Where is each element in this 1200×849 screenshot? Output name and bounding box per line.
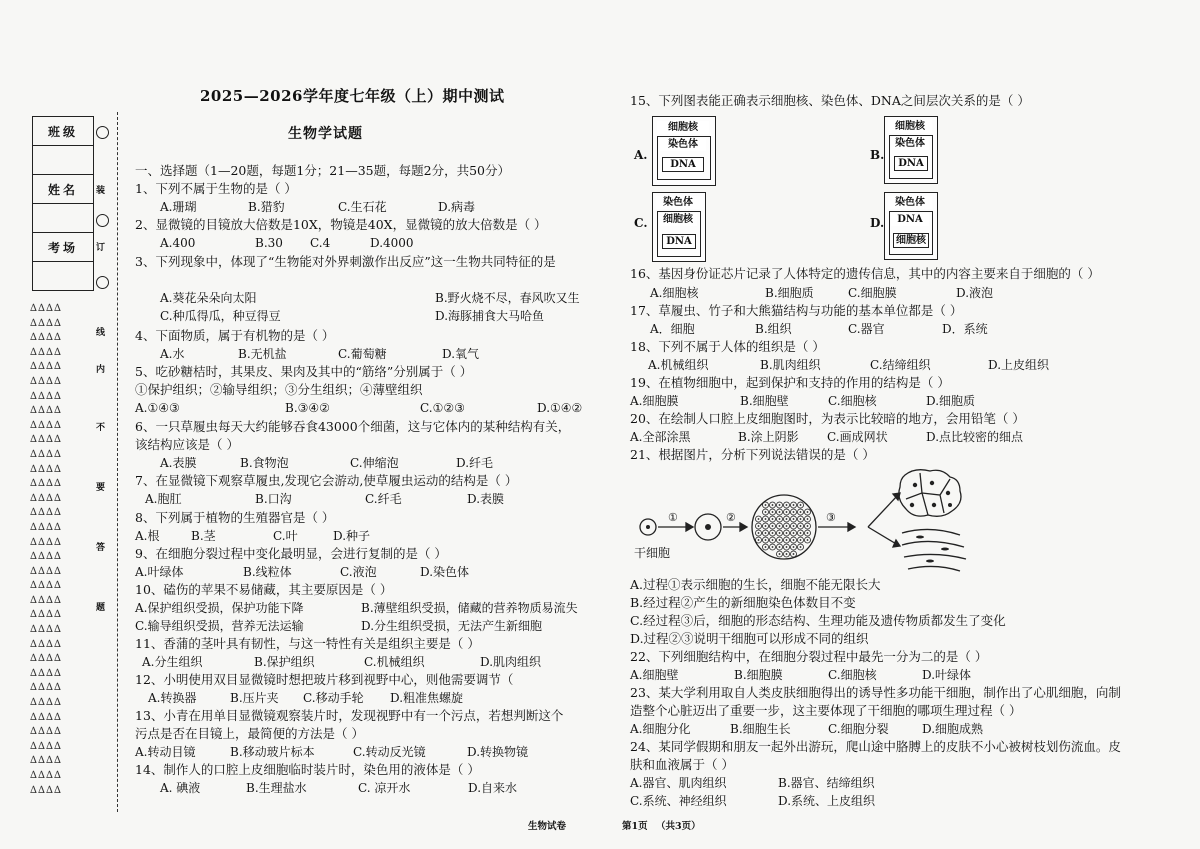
q15-letter-c[interactable]: C. [634,216,648,230]
cluster-nucleus [807,539,809,541]
footer-total: （共3页） [656,821,701,832]
cluster-nucleus [793,546,795,548]
q15-d-middle: DNA [891,213,929,226]
q24-option-a[interactable]: A.器官、肌肉组织 [630,776,727,790]
q6-option-b[interactable]: B.食物泡 [240,456,289,470]
q15-diagram-a [652,116,716,186]
q5-option-d[interactable]: D.①④② [537,401,583,415]
cluster-nucleus [772,518,774,520]
question-16: 16、基因身份证芯片记录了人体特定的遗传信息，其中的内容主要来自于细胞的（ ） [630,266,1100,281]
question-13: 13、小青在用单目显微镜观察装片时，发现视野中有一个污点，若想判断这个 [135,708,564,723]
q23-option-b[interactable]: B.细胞生长 [730,722,791,736]
q10-option-d[interactable]: D.分生组织受损，无法产生新细胞 [361,619,543,633]
q10-option-b[interactable]: B.薄壁组织受损，储藏的营养物质易流失 [361,601,578,615]
q3-option-b[interactable]: B.野火烧不尽，春风吹又生 [435,291,580,305]
cluster-nucleus [800,546,802,548]
question-6: 6、一只草履虫每天大约能够吞食43000个细菌，这与它体内的某种结构有关， [135,419,571,434]
q5-option-a[interactable]: A.①④③ [135,401,180,415]
cluster-nucleus [765,511,767,513]
cluster-nucleus [779,546,781,548]
cluster-nucleus [800,539,802,541]
class-label: 班级 [33,117,93,146]
q3-option-a[interactable]: A.葵花朵朵向太阳 [160,291,257,305]
q15-diagram-d [884,192,938,260]
question-8: 8、下列属于植物的生殖器官是（ ） [135,510,335,525]
q15-b-inner: DNA [894,156,928,171]
cluster-nucleus [793,539,795,541]
cluster-nucleus [786,546,788,548]
cluster-nucleus [800,511,802,513]
cluster-nucleus [758,525,760,527]
q12-option-a[interactable]: A.转换器 [148,691,197,705]
q17-option-d[interactable]: D．系统 [942,322,988,336]
binding-circle-2 [96,214,109,227]
q15-b-outer: 细胞核 [888,120,932,133]
q6-option-c[interactable]: C.伸缩泡 [350,456,399,470]
q21-option-a[interactable]: A.过程①表示细胞的生长，细胞不能无限长大 [630,577,881,592]
q1-option-b[interactable]: B.猎豹 [248,200,285,214]
q9-option-a[interactable]: A.叶绿体 [135,565,184,579]
q1-option-c[interactable]: C.生石花 [338,200,387,214]
cluster-nucleus [772,532,774,534]
question-23: 23、某大学利用取自人类皮肤细胞得出的诱导性多功能干细胞，制作出了心肌细胞，向制 [630,685,1121,700]
q4-option-b[interactable]: B.无机盐 [238,347,287,361]
question-11: 11、香蒲的茎叶具有韧性，与这一特性有关是组织主要是（ ） [135,636,480,651]
q12-option-c[interactable]: C.移动手轮 [303,691,364,705]
question-22: 22、下列细胞结构中，在细胞分裂过程中最先一分为二的是（ ） [630,649,988,664]
cluster-nucleus [793,518,795,520]
question-5-sub: ①保护组织；②输导组织；③分生组织；④薄壁组织 [135,382,423,397]
section-heading: 一、选择题（1—20题，每题1分；21—35题，每题2分，共50分） [135,163,510,178]
question-12: 12、小明使用双目显微镜时想把玻片移到视野中心，则他需要调节（ [135,672,514,687]
q5-option-b[interactable]: B.③④② [285,401,330,415]
q9-option-d[interactable]: D.染色体 [420,565,470,579]
binding-char-ding: 订 [96,243,106,253]
q1-option-d[interactable]: D.病毒 [438,200,476,214]
question-2: 2、显微镜的目镜放大倍数是10X，物镜是40X，显微镜的放大倍数是（ ） [135,217,547,232]
q15-c-middle-box [657,211,701,257]
q23-option-a[interactable]: A.细胞分化 [630,722,691,736]
cluster-nucleus [793,525,795,527]
cluster-nucleus [765,546,767,548]
cluster-nucleus [772,504,774,506]
q12-option-b[interactable]: B.压片夹 [230,691,279,705]
binding-char-bu: 不 [96,423,106,433]
q22-option-d[interactable]: D.叶绿体 [922,668,972,682]
q15-b-middle: 染色体 [891,137,929,150]
binding-char-zhuang: 装 [96,186,106,196]
q18-option-d[interactable]: D.上皮组织 [988,358,1050,372]
cluster-nucleus [765,539,767,541]
q6-option-a[interactable]: A.表膜 [160,456,197,470]
stem-cell-diagram [630,465,1090,580]
cluster-nucleus [786,518,788,520]
q15-c-outer: 染色体 [656,196,700,209]
q18-option-c[interactable]: C.结缔组织 [870,358,931,372]
cluster-nucleus [793,532,795,534]
q16-option-d[interactable]: D.液泡 [956,286,994,300]
cluster-nucleus [786,539,788,541]
q15-a-middle: 染色体 [660,138,706,151]
name-field[interactable] [33,204,93,233]
q22-option-b[interactable]: B.细胞膜 [734,668,783,682]
cluster-nucleus [807,511,809,513]
cluster-nucleus [793,553,795,555]
cluster-nucleus [765,532,767,534]
cluster-nucleus [765,525,767,527]
q6-option-d[interactable]: D.纤毛 [456,456,494,470]
q18-option-a[interactable]: A.机械组织 [648,358,709,372]
cluster-nucleus [793,504,795,506]
question-10: 10、磕伤的苹果不易储藏，其主要原因是（ ） [135,582,393,597]
q1-option-a[interactable]: A.珊瑚 [160,200,197,214]
q2-option-b[interactable]: B.30 [255,236,283,250]
name-label: 姓名 [33,175,93,204]
q13-option-c[interactable]: C.转动反光镜 [353,745,426,759]
q14-option-a[interactable]: A. 碘液 [160,781,201,795]
cluster-nucleus [800,504,802,506]
cluster-nucleus [800,518,802,520]
question-19: 19、在植物细胞中，起到保护和支持的作用的结构是（ ） [630,375,950,390]
q15-d-inner: 细胞核 [893,233,929,248]
muscle-fibers-icon [902,529,966,571]
cluster-nucleus [779,511,781,513]
q9-option-b[interactable]: B.线粒体 [243,565,292,579]
q15-a-middle-box [657,136,711,180]
cluster-nucleus [779,539,781,541]
binding-char-ti: 题 [96,603,106,613]
q22-option-c[interactable]: C.细胞核 [828,668,877,682]
q15-d-outer: 染色体 [888,196,932,209]
q11-option-b[interactable]: B.保护组织 [254,655,315,669]
q22-option-a[interactable]: A.细胞壁 [630,668,679,682]
q19-option-b[interactable]: B.细胞壁 [740,394,789,408]
cluster-nucleus [758,532,760,534]
q16-option-a[interactable]: A.细胞核 [650,286,699,300]
differentiated-cells-icon [899,470,961,517]
q4-option-c[interactable]: C.葡萄糖 [338,347,387,361]
question-24: 24、某同学假期和朋友一起外出游玩，爬山途中胳膊上的皮肤不小心被树枝划伤流血。皮 [630,739,1121,754]
q15-c-middle: 细胞核 [659,213,697,226]
cluster-nucleus [807,532,809,534]
q7-option-c[interactable]: C.纤毛 [365,492,402,506]
class-field[interactable] [33,146,93,175]
question-9: 9、在细胞分裂过程中变化最明显，会进行复制的是（ ） [135,546,447,561]
q21-option-d[interactable]: D.过程②③说明干细胞可以形成不同的组织 [630,631,869,646]
q14-option-d[interactable]: D.自来水 [468,781,518,795]
q19-option-d[interactable]: D.细胞质 [926,394,976,408]
q20-option-c[interactable]: C.画成网状 [827,430,888,444]
q15-a-inner: DNA [662,157,704,172]
question-18: 18、下列不属于人体的组织是（ ） [630,339,825,354]
footer-page: 第1页 [622,821,648,832]
q21-option-b[interactable]: B.经过程②产生的新细胞染色体数目不变 [630,595,856,610]
q17-option-b[interactable]: B.组织 [755,322,792,336]
room-field[interactable] [33,262,93,290]
question-15: 15、下列图表能正确表示细胞核、染色体、DNA之间层次关系的是（ ） [630,93,1030,108]
cluster-nucleus [786,525,788,527]
cluster-nucleus [807,525,809,527]
q11-option-d[interactable]: D.肌肉组织 [480,655,542,669]
q8-option-b[interactable]: B.茎 [191,529,216,543]
q3-option-c[interactable]: C.种瓜得瓜，种豆得豆 [160,309,281,323]
cluster-nucleus [786,504,788,506]
question-1: 1、下列不属于生物的是（ ） [135,181,297,196]
q24-option-d[interactable]: D.系统、上皮组织 [778,794,876,808]
q24-option-b[interactable]: B.器官、结缔组织 [778,776,875,790]
q13-option-a[interactable]: A.转动目镜 [135,745,196,759]
question-24-cont: 肤和血液属于（ ） [630,757,734,772]
q19-option-c[interactable]: C.细胞核 [828,394,877,408]
question-21: 21、根据图片，分析下列说法错误的是（ ） [630,447,875,462]
binding-char-da: 答 [96,543,106,553]
q24-option-c[interactable]: C.系统、神经组织 [630,794,727,808]
cluster-nucleus [779,553,781,555]
q21-option-c[interactable]: C.经过程③后，细胞的形态结构、生理功能及遗传物质都发生了变化 [630,613,1006,628]
q11-option-a[interactable]: A.分生组织 [142,655,203,669]
question-5: 5、吃砂糖桔时，其果皮、果肉及其中的“筋络”分别属于（ ） [135,364,473,379]
binding-circle-1 [96,126,109,139]
cluster-nucleus [800,525,802,527]
question-20: 20、在绘制人口腔上皮细胞图时，为表示比较暗的地方，会用铅笔（ ） [630,411,1025,426]
binding-dashed-line [117,112,118,812]
cluster-nucleus [765,504,767,506]
question-7: 7、在显微镜下观察草履虫,发现它会游动,使草履虫运动的结构是（ ） [135,473,518,488]
binding-circle-3 [96,276,109,289]
q17-option-c[interactable]: C.器官 [848,322,885,336]
cluster-nucleus [772,525,774,527]
cluster-nucleus [779,532,781,534]
q17-option-a[interactable]: A．细胞 [650,322,695,336]
q11-option-c[interactable]: C.机械组织 [364,655,425,669]
cluster-nucleus [786,532,788,534]
triangle-decoration: ∆∆∆∆ ∆∆∆∆ ∆∆∆∆ ∆∆∆∆ ∆∆∆∆ ∆∆∆∆ ∆∆∆∆ ∆∆∆∆ ∆∆∆∆ ∆∆∆∆ ∆∆∆∆ ∆∆∆∆ ∆∆∆∆ ∆∆∆∆ ∆∆∆∆ ∆∆∆∆ ∆∆∆∆ ∆∆∆∆ ∆∆∆∆ ∆∆∆∆ ∆∆∆∆ ∆∆∆∆ ∆∆∆∆ ∆∆∆∆ ∆∆∆∆ ∆∆∆∆ ∆∆∆∆ ∆∆∆∆ ∆∆∆∆ ∆∆∆∆ ∆∆∆∆ ∆∆∆∆ ∆∆∆∆ ∆∆∆∆ [30,303,62,796]
binding-char-yao: 要 [96,483,106,493]
q16-option-b[interactable]: B.细胞质 [765,286,814,300]
step-3-label: ③ [826,511,836,524]
cluster-nucleus [772,511,774,513]
question-3: 3、下列现象中，体现了“生物能对外界刺激作出反应”这一生物共同特征的是 [135,254,556,269]
step-2-label: ② [726,511,736,524]
cluster-nucleus [779,525,781,527]
question-4: 4、下面物质，属于有机物的是（ ） [135,328,335,343]
q15-c-inner: DNA [662,234,696,249]
q15-diagram-c [652,192,706,262]
q5-option-c[interactable]: C.①②③ [420,401,465,415]
q7-option-b[interactable]: B.口沟 [255,492,292,506]
q15-b-middle-box [889,135,933,179]
student-info-table [32,116,94,291]
q20-option-a[interactable]: A.全部涂黑 [630,430,691,444]
q15-letter-b[interactable]: B. [870,148,885,162]
question-13-cont: 污点是否在目镜上，最简便的方法是（ ） [135,726,364,741]
binding-char-xian: 线 [96,328,106,338]
stem-cell-label: 干细胞 [634,546,671,560]
q13-option-d[interactable]: D.转换物镜 [467,745,529,759]
cluster-nucleus [779,504,781,506]
q2-option-a[interactable]: A.400 [160,236,196,250]
q7-option-a[interactable]: A.胞肛 [145,492,182,506]
step-1-label: ① [668,511,678,524]
q2-option-d[interactable]: D.4000 [370,236,414,250]
q8-option-a[interactable]: A.根 [135,529,160,543]
q4-option-d[interactable]: D.氧气 [442,347,480,361]
question-14: 14、制作人的口腔上皮细胞临时装片时，染色用的液体是（ ） [135,762,480,777]
q23-option-c[interactable]: C.细胞分裂 [828,722,889,736]
q15-a-outer: 细胞核 [657,121,709,134]
q18-option-b[interactable]: B.肌肉组织 [760,358,821,372]
cluster-nucleus [765,518,767,520]
question-23-cont: 造整个心脏迈出了重要一步，这主要体现了干细胞的哪项生理过程（ ） [630,703,1022,718]
question-6-cont: 该结构应该是（ ） [135,437,239,452]
q8-option-d[interactable]: D.种子 [333,529,371,543]
cluster-nucleus [793,511,795,513]
q10-option-c[interactable]: C.输导组织受损，营养无法运输 [135,619,304,633]
cluster-nucleus [772,546,774,548]
q15-d-middle-box [889,211,933,255]
q7-option-d[interactable]: D.表膜 [467,492,505,506]
q4-option-a[interactable]: A.水 [160,347,185,361]
cluster-nucleus [758,518,760,520]
q10-option-a[interactable]: A.保护组织受损，保护功能下降 [135,601,304,615]
q20-option-d[interactable]: D.点比较密的细点 [926,430,1024,444]
q9-option-c[interactable]: C.液泡 [340,565,377,579]
q15-letter-d[interactable]: D. [870,216,885,230]
cluster-nucleus [786,511,788,513]
room-label: 考场 [33,233,93,262]
cluster-nucleus [800,532,802,534]
q8-option-c[interactable]: C.叶 [273,529,298,543]
q23-option-d[interactable]: D.细胞成熟 [922,722,984,736]
q12-option-d[interactable]: D.粗准焦螺旋 [390,691,464,705]
q19-option-a[interactable]: A.细胞膜 [630,394,679,408]
q2-option-c[interactable]: C.4 [310,236,331,250]
q16-option-c[interactable]: C.细胞膜 [848,286,897,300]
binding-char-nei: 内 [96,365,106,375]
q13-option-b[interactable]: B.移动玻片标本 [230,745,315,759]
q15-diagram-b [884,116,938,184]
cluster-nucleus [779,518,781,520]
cluster-nucleus [807,518,809,520]
q14-option-b[interactable]: B.生理盐水 [246,781,307,795]
cluster-nucleus [786,553,788,555]
exam-title: 2025—2026学年度七年级（上）期中测试 [200,87,505,105]
cluster-nucleus [772,539,774,541]
q14-option-c[interactable]: C. 凉开水 [358,781,411,795]
q15-letter-a[interactable]: A. [634,148,648,162]
q3-option-d[interactable]: D.海豚捕食大马哈鱼 [435,309,545,323]
footer-subject: 生物试卷 [528,821,567,832]
question-17: 17、草履虫、竹子和大熊猫结构与功能的基本单位都是（ ） [630,303,963,318]
exam-subtitle: 生物学试题 [288,126,363,142]
cluster-nucleus [758,539,760,541]
q20-option-b[interactable]: B.涂上阴影 [738,430,799,444]
